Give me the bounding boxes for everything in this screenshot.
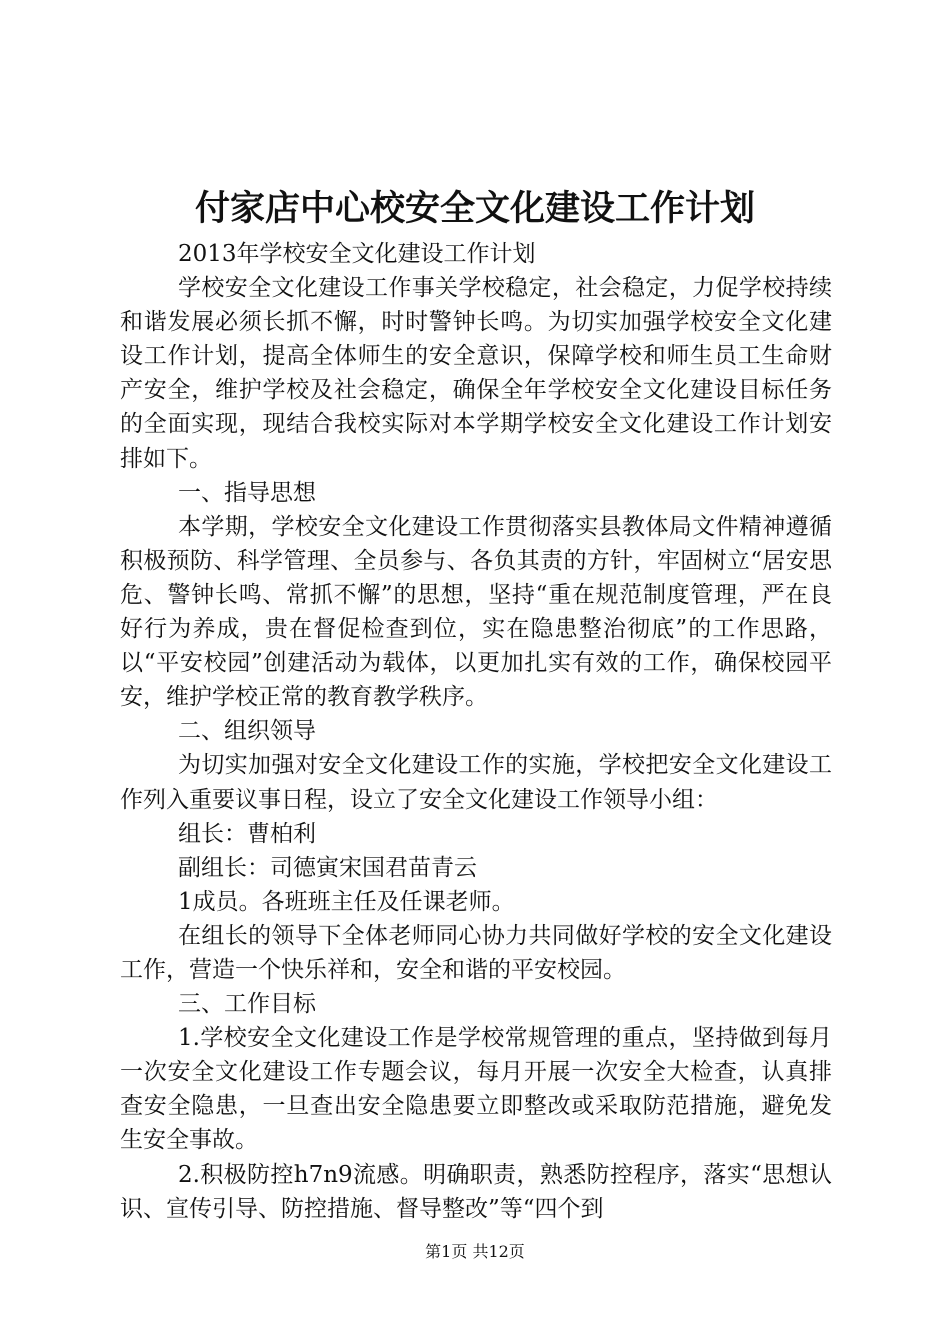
deputy-leader-line: 副组长：司德寅宋国君苗青云 <box>178 854 477 881</box>
guiding-thought-paragraph: 本学期，学校安全文化建设工作贯彻落实县教体局文件精神遵循积极预防、科学管理、全员参与、各负其责的方针，牢固树立“居安思危、警钟长鸣、常抓不懈”的思想，坚持“重在规范制度管理，严在良好行为养成，贵在督促检查到位，实在隐患整治彻底”的工作思路，以“平安校园”创建活动为载体，以更加扎实有效的工作，确保校园平安，维护学校正常的教育教学秩序。 <box>120 513 832 711</box>
section-heading-guiding-thought: 一、指导思想 <box>178 479 316 506</box>
section-heading-goals: 三、工作目标 <box>178 991 316 1018</box>
goal-item-1: 1.学校安全文化建设工作是学校常规管理的重点，坚持做到每月一次安全文化建设工作专题会议，每月开展一次安全大检查，认真排查安全隐患，一旦查出安全隐患要立即整改或采取防范措施，避免发生安全事故。 <box>120 1025 832 1154</box>
page-number-footer: 第1页 共12页 <box>425 1242 525 1261</box>
leader-line: 组长：曹柏利 <box>178 820 316 847</box>
cooperation-paragraph: 在组长的领导下全体老师同心协力共同做好学校的安全文化建设工作，营造一个快乐祥和，安全和谐的平安校园。 <box>120 922 832 983</box>
intro-paragraph: 学校安全文化建设工作事关学校稳定，社会稳定，力促学校持续和谐发展必须长抓不懈，时时警钟长鸣。为切实加强学校安全文化建设工作计划，提高全体师生的安全意识，保障学校和师生员工生命财产安全，维护学校及社会稳定，确保全年学校安全文化建设目标任务的全面实现，现结合我校实际对本学期学校安全文化建设工作计划安排如下。 <box>120 275 832 472</box>
document-title: 付家店中心校安全文化建设工作计划 <box>194 188 755 229</box>
document-body <box>120 237 832 1226</box>
goal-item-2: 2.积极防控h7n9流感。明确职责，熟悉防控程序，落实“思想认识、宣传引导、防控措施、督导整改”等“四个到 <box>120 1161 832 1222</box>
organization-paragraph: 为切实加强对安全文化建设工作的实施，学校把安全文化建设工作列入重要议事日程，设立了安全文化建设工作领导小组： <box>120 752 832 813</box>
section-heading-organization: 二、组织领导 <box>178 718 316 745</box>
members-line: 1成员。各班班主任及任课老师。 <box>178 888 515 915</box>
subtitle-line: 2013年学校安全文化建设工作计划 <box>178 241 536 267</box>
